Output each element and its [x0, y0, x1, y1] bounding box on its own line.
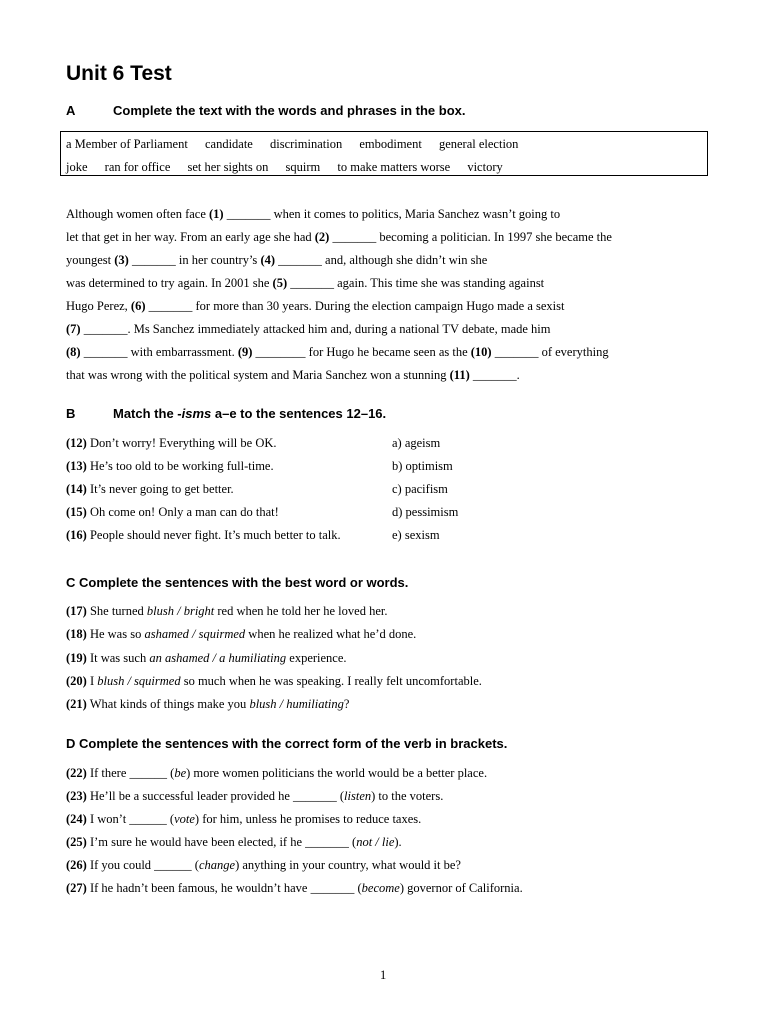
gap-number: (6) [130, 299, 146, 313]
sentence-item: (21) What kinds of things make you blush / humiliating? [66, 697, 350, 711]
gap-number: (2) [314, 230, 330, 244]
match-option: a) ageism [392, 436, 441, 450]
gap-number: (5) [272, 276, 288, 290]
match-option: e) sexism [392, 528, 440, 542]
sentence-item: (26) If you could ______ (change) anything in your country, what would it be? [66, 858, 461, 872]
word-box-item: victory [467, 160, 503, 174]
sentence-item: (25) I’m sure he would have been elected, if he _______ (not / lie). [66, 835, 402, 849]
section-d-heading: D Complete the sentences with the correct form of the verb in brackets. [66, 736, 508, 751]
word-box-item: to make matters worse [337, 160, 451, 174]
section-b-letter: B [66, 406, 76, 421]
word-box-item: squirm [285, 160, 321, 174]
sentence-item: (27) If he hadn’t been famous, he wouldn’t have _______ (become) governor of California. [66, 881, 523, 895]
word-box-item: candidate [204, 137, 253, 151]
sentence-item: (19) It was such an ashamed / a humiliating experience. [66, 651, 347, 665]
gap-number: (10) [470, 345, 492, 359]
section-b-instruction: Match the -isms a–e to the sentences 12–16. [113, 406, 387, 421]
word-box-item: discrimination [269, 137, 343, 151]
text-line-7: (8) _______ with embarrassment. (9) ________ for Hugo he became seen as the (10) _______ of everything [66, 345, 609, 359]
match-option: c) pacifism [392, 482, 448, 496]
gap-number: (7) [66, 322, 81, 336]
match-item: (15) Oh come on! Only a man can do that! [66, 505, 279, 519]
match-option: b) optimism [392, 459, 453, 473]
match-item: (13) He’s too old to be working full-time. [66, 459, 274, 473]
sentence-item: (17) She turned blush / bright red when he told her he loved her. [66, 604, 388, 618]
word-box [60, 131, 708, 176]
word-box-item: embodiment [359, 137, 422, 151]
section-c-heading: C Complete the sentences with the best word or words. [66, 575, 409, 590]
page-title: Unit 6 Test [66, 62, 172, 85]
text-line-1: Although women often face (1) _______ when it comes to politics, Maria Sanchez wasn’t going to [66, 207, 561, 221]
gap-number: (3) [114, 253, 129, 267]
text-line-4: was determined to try again. In 2001 she (5) _______ again. This time she was standing against [66, 276, 545, 290]
match-option: d) pessimism [392, 505, 459, 519]
text-line-3: youngest (3) _______ in her country’s (4) _______ and, although she didn’t win she [66, 253, 488, 267]
sentence-item: (24) I won’t ______ (vote) for him, unless he promises to reduce taxes. [66, 812, 422, 826]
section-a-instruction: Complete the text with the words and phrases in the box. [113, 103, 466, 118]
word-box-row-2 [66, 160, 517, 175]
text-line-8: that was wrong with the political system and Maria Sanchez won a stunning (11) _______. [66, 368, 520, 382]
sentence-item: (18) He was so ashamed / squirmed when he realized what he’d done. [66, 627, 417, 641]
gap-number: (1) [209, 207, 224, 221]
word-box-item: general election [438, 137, 519, 151]
match-item: (12) Don’t worry! Everything will be OK. [66, 436, 277, 450]
match-item: (14) It’s never going to get better. [66, 482, 234, 496]
text-line-2: let that get in her way. From an early age she had (2) _______ becoming a politician. In 1997 she became the [66, 230, 612, 244]
match-item: (16) People should never fight. It’s much better to talk. [66, 528, 341, 542]
word-box-row-1 [66, 137, 532, 152]
word-box-item: ran for office [104, 160, 171, 174]
sentence-item: (22) If there ______ (be) more women politicians the world would be a better place. [66, 766, 488, 780]
sentence-item: (20) I blush / squirmed so much when he was speaking. I really felt uncomfortable. [66, 674, 482, 688]
word-box-item: joke [66, 160, 88, 174]
gap-number: (8) [66, 345, 81, 359]
text-line-5: Hugo Perez, (6) _______ for more than 30 years. During the election campaign Hugo made a sexist [66, 299, 565, 313]
gap-number: (9) [237, 345, 253, 359]
page-number: 1 [380, 968, 387, 982]
gap-number: (11) [449, 368, 470, 382]
sentence-item: (23) He’ll be a successful leader provided he _______ (listen) to the voters. [66, 789, 444, 803]
word-box-item: set her sights on [187, 160, 269, 174]
text-line-6: (7) _______. Ms Sanchez immediately attacked him and, during a national TV debate, made him [66, 322, 551, 336]
section-a-letter: A [66, 103, 76, 118]
word-box-item: a Member of Parliament [66, 137, 188, 151]
gap-number: (4) [260, 253, 276, 267]
